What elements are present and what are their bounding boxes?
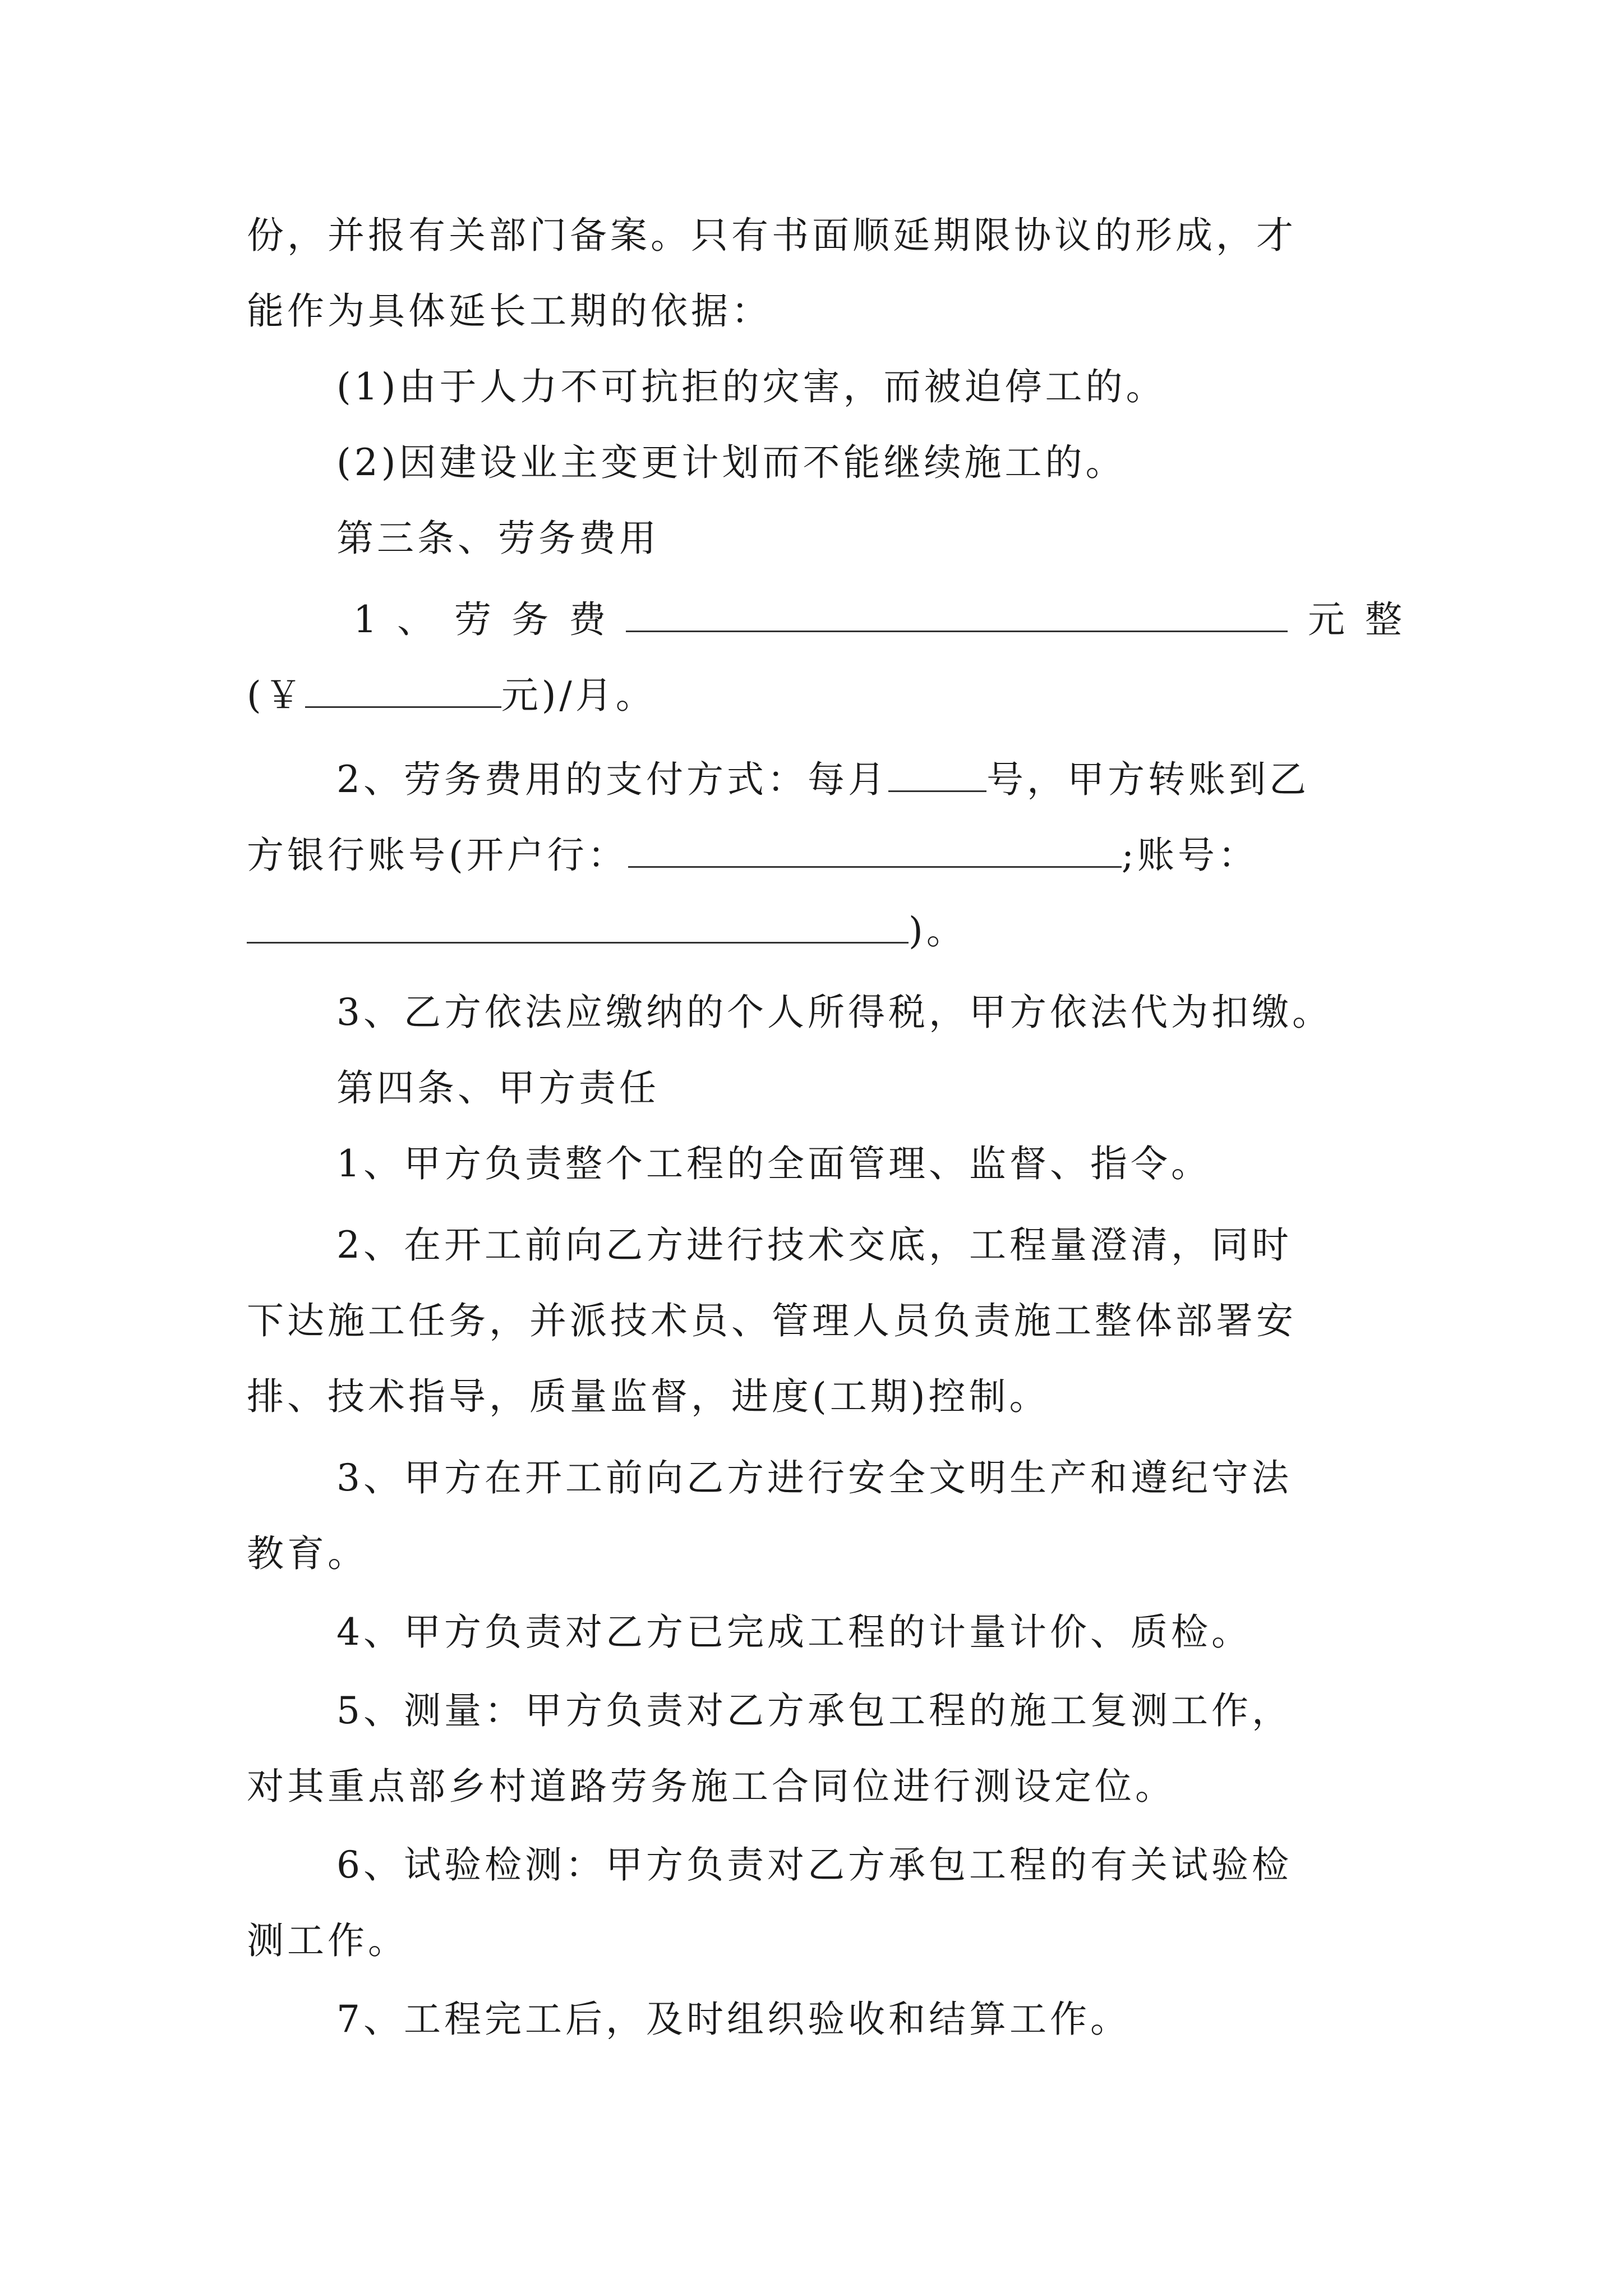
bank-name-blank — [628, 831, 1122, 868]
responsibility-item: 5、测量：甲方负责对乙方承包工程的施工复测工作， — [336, 1689, 1292, 1732]
responsibility-item-cont: 测工作。 — [247, 1919, 408, 1962]
article-heading: 第四条、甲方责任 — [336, 1066, 660, 1110]
responsibility-item-cont: 排、技术指导，质量监督，进度(工期)控制。 — [247, 1375, 1050, 1418]
fee-monthly-suffix: 元)/月。 — [501, 674, 656, 717]
bank-label: 方银行账号(开户行： — [247, 834, 628, 877]
fee-label: 1、劳务费 — [353, 598, 626, 641]
responsibility-item-cont: 教育。 — [247, 1532, 368, 1575]
paragraph-line: 能作为具体延长工期的依据： — [247, 289, 772, 333]
responsibility-item: 1、甲方负责整个工程的全面管理、监督、指令。 — [336, 1142, 1211, 1185]
fee-monthly-blank — [305, 671, 501, 708]
responsibility-item: 4、甲方负责对乙方已完成工程的计量计价、质检。 — [336, 1611, 1252, 1654]
tax-clause: 3、乙方依法应缴纳的个人所得税，甲方依法代为扣缴。 — [336, 991, 1332, 1034]
fee-blank — [626, 596, 1288, 632]
payment-text: 2、劳务费用的支付方式：每月 — [336, 758, 888, 801]
fee-currency-label: (￥ — [247, 674, 305, 717]
account-number-blank — [247, 907, 909, 944]
bank-line — [247, 830, 1258, 881]
clause-item: (1)由于人力不可抗拒的灾害，而被迫停工的。 — [336, 365, 1166, 408]
fee-line — [353, 595, 1422, 645]
responsibility-item-cont: 下达施工任务，并派技术员、管理人员负责施工整体部署安 — [247, 1299, 1297, 1342]
account-line — [247, 906, 967, 956]
account-close: )。 — [909, 909, 967, 953]
clause-item: (2)因建设业主变更计划而不能继续施工的。 — [336, 441, 1126, 484]
responsibility-item: 6、试验检测：甲方负责对乙方承包工程的有关试验检 — [336, 1843, 1292, 1887]
account-label: ;账号： — [1121, 834, 1258, 877]
payment-text-cont: 号，甲方转账到乙 — [986, 758, 1310, 801]
responsibility-item: 7、工程完工后，及时组织验收和结算工作。 — [336, 1998, 1131, 2041]
article-heading: 第三条、劳务费用 — [336, 517, 660, 560]
payment-line — [336, 754, 1310, 805]
responsibility-item: 2、在开工前向乙方进行技术交底，工程量澄清，同时 — [336, 1223, 1292, 1267]
paragraph-line: 份，并报有关部门备案。只有书面顺延期限协议的形成，才 — [247, 214, 1297, 257]
payment-day-blank — [888, 756, 986, 792]
fee-monthly-line — [247, 670, 656, 721]
responsibility-item-cont: 对其重点部乡村道路劳务施工合同位进行测设定位。 — [247, 1765, 1175, 1808]
fee-suffix: 元整 — [1308, 598, 1422, 641]
responsibility-item: 3、甲方在开工前向乙方进行安全文明生产和遵纪守法 — [336, 1456, 1292, 1499]
